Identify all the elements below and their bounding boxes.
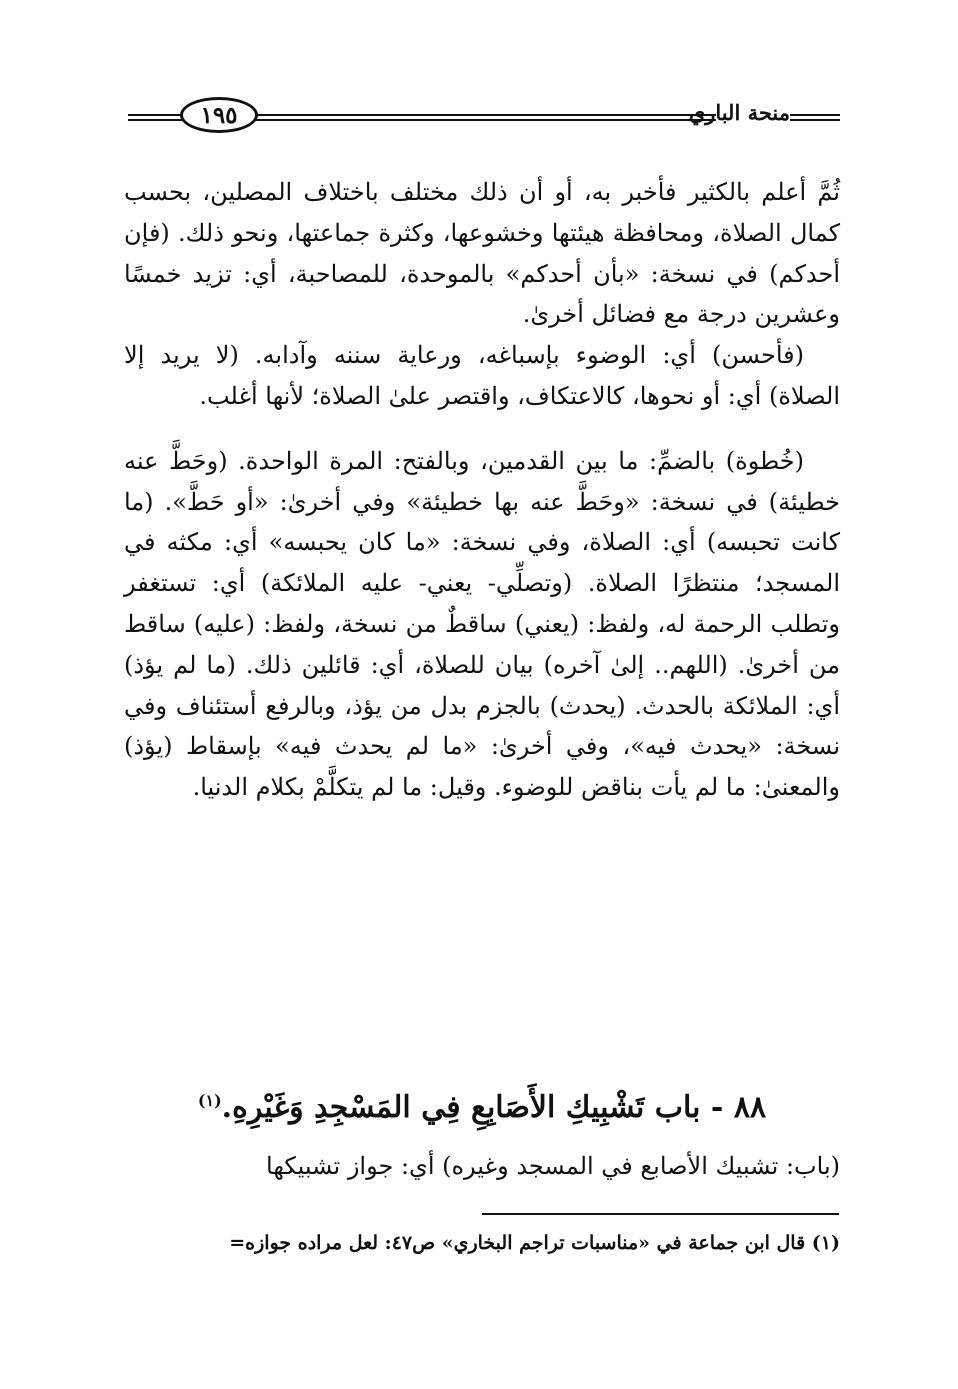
book-title: منحة الباري	[688, 100, 790, 125]
paragraph-1: ثُمَّ أعلم بالكثير فأخبر به، أو أن ذلك مختلف باختلاف المصلين، بحسب كمال الصلاة، ومحافظة هيئتها وخشوعها، وكثرة جماعتها، ونحو ذلك. (فإن أحدكم) في نسخة: «بأن أحدكم» بالموحدة، للمصاحبة، أي: تزيد خمسًا وعشرين درجة مع فضائل أخرىٰ.	[124, 178, 840, 329]
main-text	[124, 172, 840, 808]
paragraph-2: (فأحسن) أي: الوضوء بإسباغه، ورعاية سننه وآدابه. (لا يريد إلا الصلاة) أي: أو نحوها، كالاعتكاف، واقتصر علىٰ الصلاة؛ لأنها أغلب.	[124, 341, 840, 410]
page-number-badge	[180, 97, 258, 133]
chapter-intro-line: (باب: تشبيك الأصابع في المسجد وغيره) أي: جواز تشبيكها	[266, 1152, 840, 1180]
chapter-title: ٨٨ - باب تَشْبِيكِ الأَصَابِعِ فِي المَسْجِدِ وَغَيْرِهِ.	[221, 1090, 767, 1125]
running-header	[128, 92, 840, 140]
page-number: ١٩٥	[200, 101, 238, 129]
header-rule-middle	[232, 114, 716, 121]
footnote-ref: (١)	[197, 1091, 222, 1110]
footnote-1: (١) قال ابن جماعة في «مناسبات تراجم البخاري» ص٤٧: لعل مراده جوازه=	[229, 1232, 840, 1254]
footnote-separator	[482, 1213, 839, 1215]
chapter-heading	[124, 1090, 840, 1125]
paragraph-3: (خُطوة) بالضمِّ: ما بين القدمين، وبالفتح: المرة الواحدة. (وحَطَّ عنه خطيئة) في نسخة: «وحَطَّ عنه بها خطيئة» وفي أخرىٰ: «أو حَطَّ». (ما كانت تحبسه) أي: الصلاة، وفي نسخة: «ما كان يحبسه» أي: مكثه في المسجد؛ منتظرًا الصلاة. (وتصلِّي- يعني- عليه الملائكة) أي: تستغفر وتطلب الرحمة له، ولفظ: (يعني) ساقطٌ من نسخة، ولفظ: (عليه) ساقط من أخرىٰ. (اللهم.. إلىٰ آخره) بيان للصلاة، أي: قائلين ذلك. (ما لم يؤذ) أي: الملائكة بالحدث. (يحدث) بالجزم بدل من يؤذ، وبالرفع أستئناف وفي نسخة: «يحدث فيه»، وفي أخرىٰ: «ما لم يحدث فيه» بإسقاط (يؤذ) والمعنىٰ: ما لم يأت بناقض للوضوء. وقيل: ما لم يتكلَّمْ بكلام الدنيا.	[124, 446, 840, 802]
header-rule-right	[790, 114, 840, 121]
